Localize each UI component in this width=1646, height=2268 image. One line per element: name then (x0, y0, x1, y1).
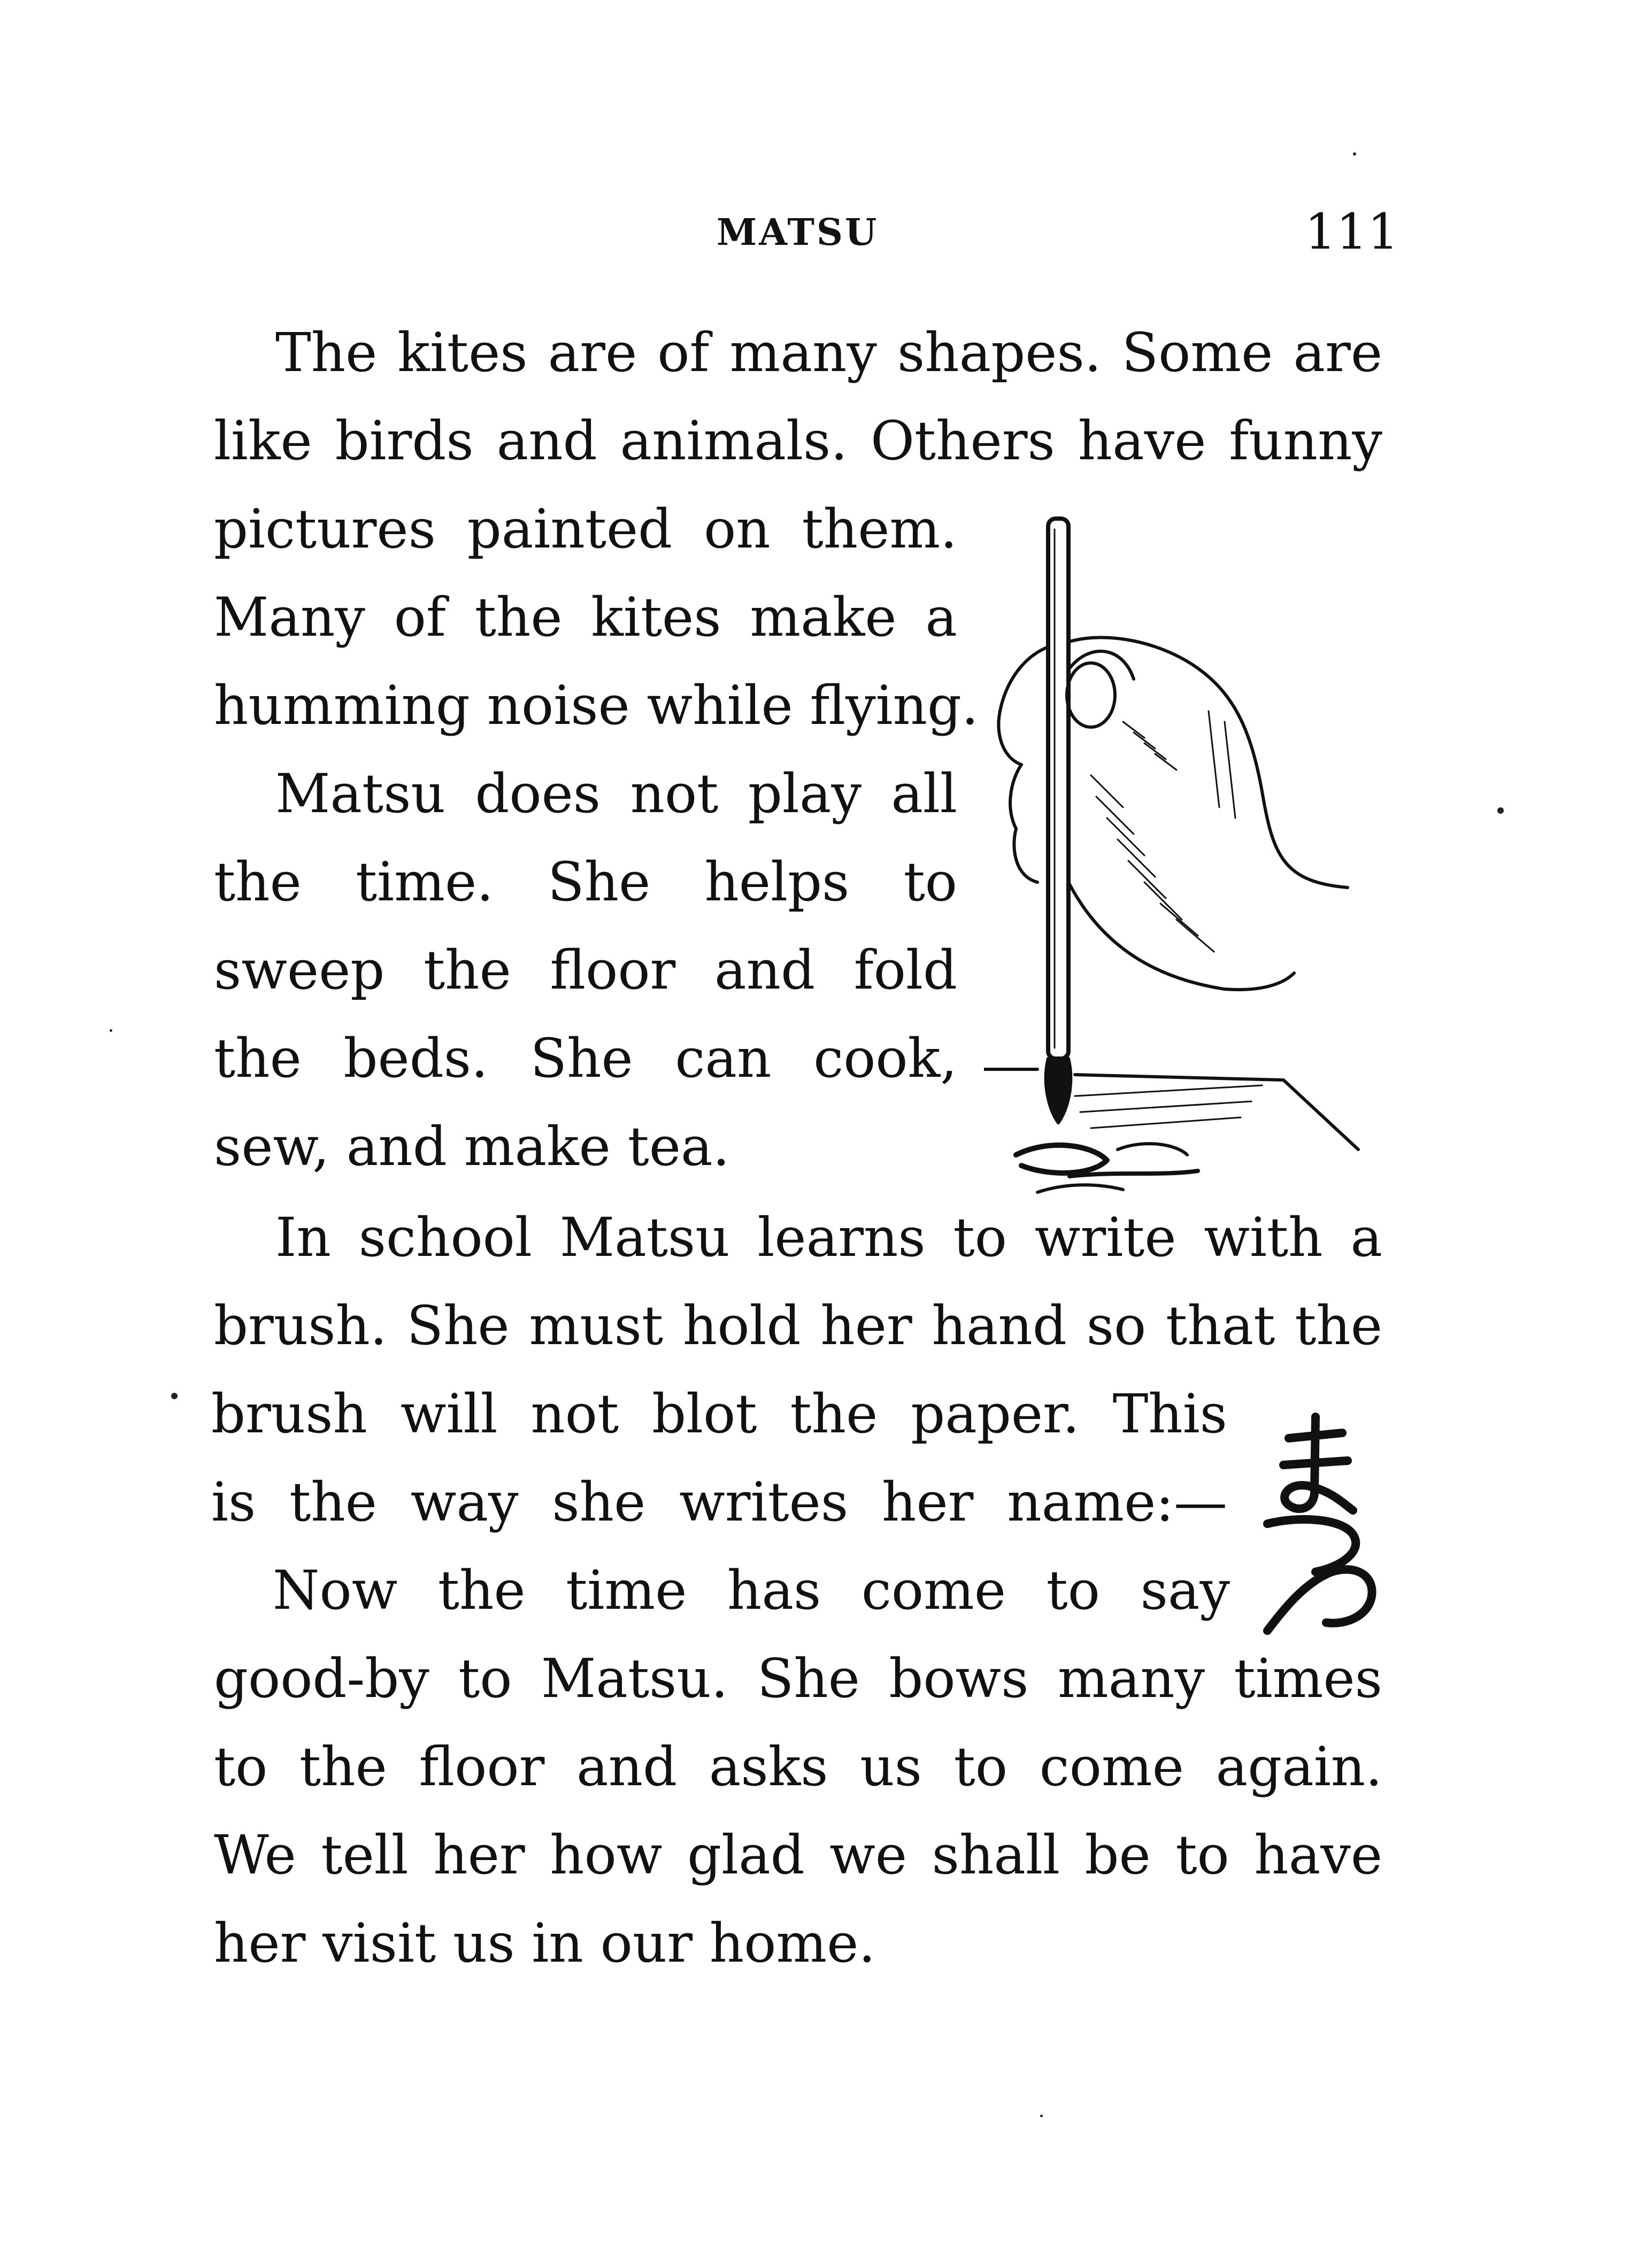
text-line: sew, and make tea. (214, 1115, 730, 1178)
text-line: the beds. She can cook, (214, 1027, 957, 1090)
text-line: sweep the floor and fold (214, 939, 957, 1001)
text-line: Matsu does not play all (275, 762, 957, 825)
page-number: 111 (1305, 203, 1399, 260)
hiragana-matsu-glyphs (1251, 1411, 1380, 1636)
text-line: the time. She helps to (214, 851, 957, 913)
text-line: brush. She must hold her hand so that the (214, 1294, 1382, 1357)
text-line: her visit us in our home. (214, 1912, 876, 1974)
text-line: pictures painted on them. (214, 498, 957, 560)
text-line: humming noise while flying. (214, 674, 979, 737)
text-line: We tell her how glad we shall be to have (214, 1824, 1382, 1886)
running-title: MATSU (717, 211, 879, 254)
print-speck (110, 1029, 112, 1032)
print-speck (171, 1393, 178, 1399)
text-line: to the floor and asks us to come again. (214, 1735, 1382, 1798)
text-line: good-by to Matsu. She bows many times (214, 1647, 1382, 1710)
text-line: In school Matsu learns to write with a (275, 1206, 1382, 1269)
print-speck (1040, 2115, 1043, 2117)
print-speck (1497, 807, 1504, 814)
print-speck (1353, 152, 1356, 156)
text-line: Now the time has come to say (273, 1559, 1230, 1622)
text-line: brush will not blot the paper. This (211, 1383, 1227, 1445)
text-line: The kites are of many shapes. Some are (275, 321, 1382, 384)
hand-holding-brush-illustration (984, 508, 1385, 1203)
text-line: is the way she writes her name:— (211, 1471, 1227, 1533)
text-line: Many of the kites make a (214, 586, 957, 649)
text-line: like birds and animals. Others have funny (214, 410, 1382, 472)
